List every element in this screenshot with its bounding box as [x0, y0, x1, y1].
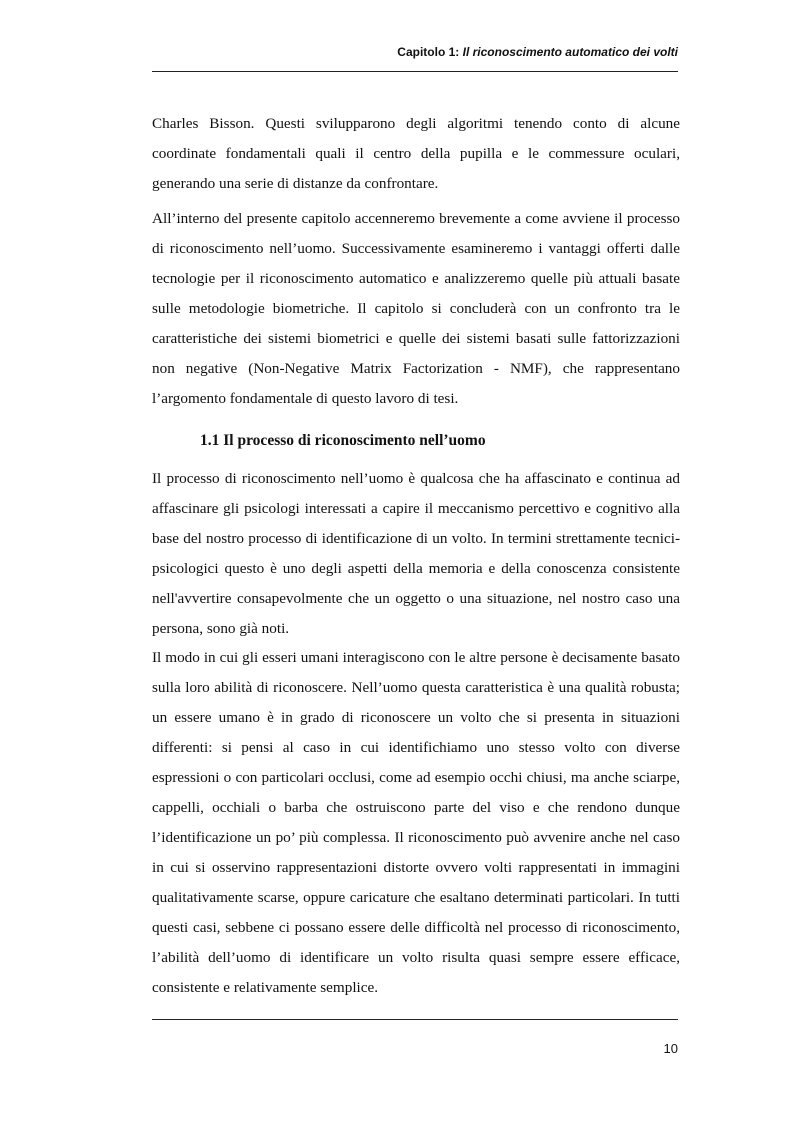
paragraph-1: Charles Bisson. Questi svilupparono degli algoritmi tenendo conto di alcune coordinate fondamentali quali il centro della pupilla e le commessure oculari, generando una serie di distanze da confrontare. [152, 115, 680, 192]
footer-rule [152, 1019, 678, 1020]
running-header [152, 45, 678, 59]
section-heading: 1.1 Il processo di riconoscimento nell’uomo [200, 432, 486, 449]
paragraph-3: Il processo di riconoscimento nell’uomo è qualcosa che ha affascinato e continua ad affascinare gli psicologi interessati a capire il meccanismo percettivo e cognitivo alla base del nostro processo di identificazione di un volto. In termini strettamente tecnici-psicologici questo è uno degli aspetti della memoria e della conoscenza consistente nell'avvertire consapevolmente che un oggetto o una situazione, nel nostro caso una persona, sono già noti. [152, 470, 680, 637]
paragraph-2: All’interno del presente capitolo accenneremo brevemente a come avviene il processo di riconoscimento nell’uomo. Successivamente esamineremo i vantaggi offerti dalle tecnologie per il riconoscimento automatico e analizzeremo quelle più attuali basate sulle metodologie biometriche. Il capitolo si concluderà con un confronto tra le caratteristiche dei sistemi biometrici e quelle dei sistemi basati sulle fattorizzazioni non negative (Non-Negative Matrix Factorization - NMF), che rappresentano l’argomento fondamentale di questo lavoro di tesi. [152, 210, 680, 407]
paragraph-4: Il modo in cui gli esseri umani interagiscono con le altre persone è decisamente basato sulla loro abilità di riconoscere. Nell’uomo questa caratteristica è una qualità robusta; un essere umano è in grado di riconoscere un volto che si presenta in situazioni differenti: si pensi al caso in cui identifichiamo uno stesso volto con diverse espressioni o con particolari occlusi, come ad esempio occhi chiusi, ma anche sciarpe, cappelli, occhiali o barba che ostruiscono parte del viso e che rendono dunque l’identificazione un po’ più complessa. Il riconoscimento può avvenire anche nel caso in cui si osservino rappresentazioni distorte ovvero volti rappresentati in immagini qualitativamente scarse, oppure caricature che esaltano determinati particolari. In tutti questi casi, sebbene ci possano essere delle difficoltà nel processo di riconoscimento, l’abilità dell’uomo di identificare un volto risulta quasi sempre essere efficace, consistente e relativamente semplice. [152, 649, 680, 996]
chapter-label: Capitolo 1: [397, 45, 463, 59]
chapter-title: Il riconoscimento automatico dei volti [462, 45, 678, 59]
header-rule [152, 71, 678, 72]
page-number: 10 [663, 1041, 678, 1056]
